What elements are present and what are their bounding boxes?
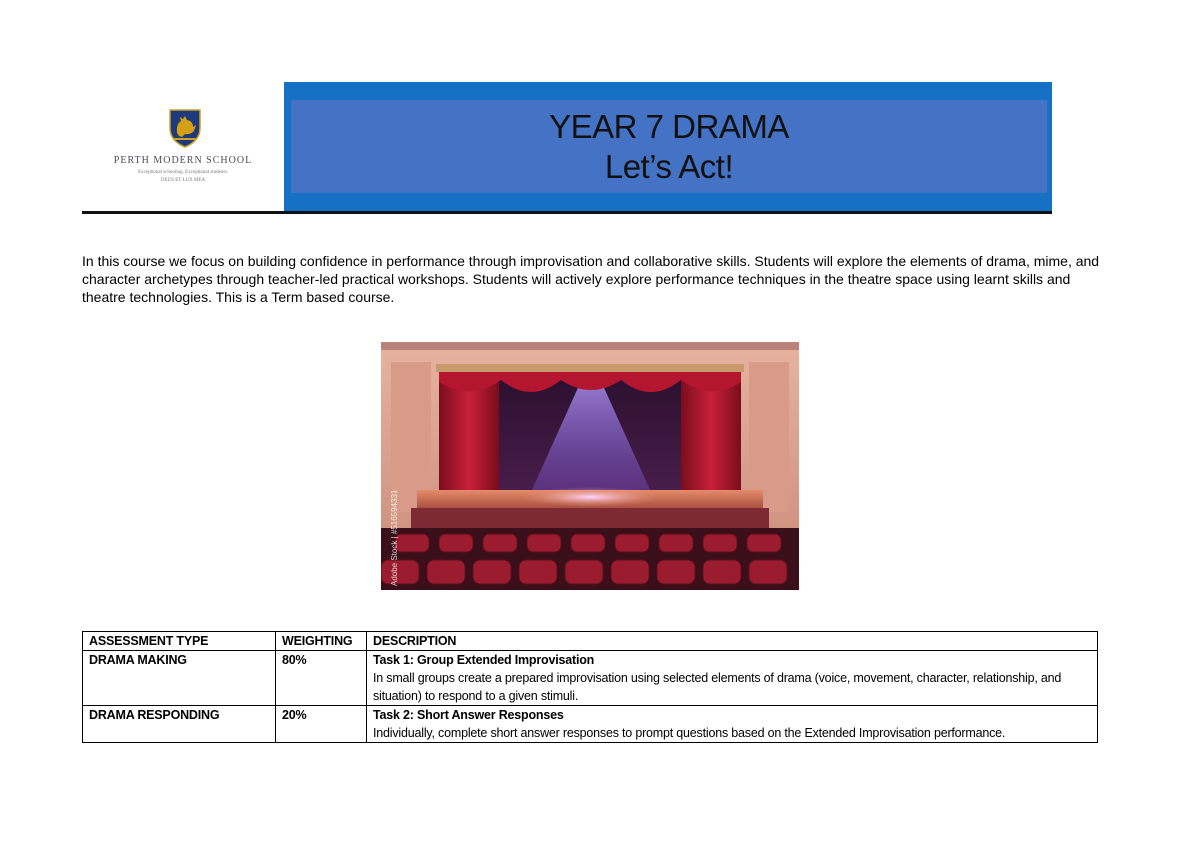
school-name: PERTH MODERN SCHOOL (113, 155, 253, 166)
title-band (284, 82, 1052, 212)
column-header-weighting: WEIGHTING (276, 632, 367, 651)
image-watermark: Adobe Stock | #516594331 (390, 489, 399, 586)
assessment-type-cell: DRAMA MAKING (83, 651, 276, 706)
course-title: YEAR 7 DRAMA (549, 108, 789, 145)
header-divider (82, 211, 1052, 214)
weighting-cell: 20% (276, 706, 367, 743)
task-title: Task 2: Short Answer Responses (373, 708, 564, 722)
school-latin-motto: DEUS ET LUX MEA (160, 178, 206, 183)
task-description: Individually, complete short answer responses to prompt questions based on the Extended Improvisation performance. (373, 726, 1006, 740)
task-title: Task 1: Group Extended Improvisation (373, 653, 595, 667)
table-row (83, 706, 1098, 743)
theatre-stage-image (381, 342, 799, 590)
table-row (83, 651, 1098, 706)
assessment-type-cell: DRAMA RESPONDING (83, 706, 276, 743)
description-cell (367, 651, 1098, 706)
weighting-cell: 80% (276, 651, 367, 706)
description-cell (367, 706, 1098, 743)
title-box (291, 100, 1047, 193)
school-logo (82, 82, 284, 212)
task-description: In small groups create a prepared improvisation using selected elements of drama (voice, movement, character, relationship, and situation) to respond to a given stimuli. (373, 671, 1062, 703)
document-header (82, 82, 1052, 214)
school-crest-icon (168, 108, 202, 148)
course-subtitle: Let’s Act! (604, 148, 734, 185)
course-intro: In this course we focus on building confidence in performance through improvisation and collaborative skills. Students will explore the elements of drama, mime, and character archetypes through teacher-led practical workshops. Students will actively explore performance techniques in the theatre space using learnt skills and theatre technologies. This is a Term based course. (82, 253, 1100, 305)
table-header-row (83, 632, 1098, 651)
column-header-description: DESCRIPTION (367, 632, 1098, 651)
assessment-table (82, 631, 1098, 743)
school-motto: Exceptional schooling. Exceptional students. (138, 170, 228, 175)
column-header-assessment-type: ASSESSMENT TYPE (83, 632, 276, 651)
